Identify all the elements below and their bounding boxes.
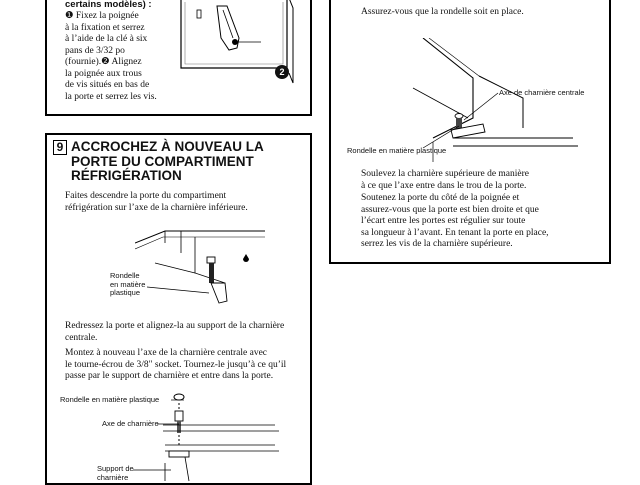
step9-box	[45, 133, 312, 485]
handle-instructions: ❶ Fixez la poignée à la fixation et serrez à l’aide de la clé à six pans de 3/32 po (fournie).❷ Alignez la poignée aux trous de vis situés en bas de la porte et serrez les vis.	[65, 11, 157, 102]
washer2-label: Rondelle en matière plastique	[60, 395, 160, 404]
washer2-leader-line	[171, 397, 185, 403]
top-hinge-box	[329, 0, 611, 264]
check-washer-text: Assurez-vous que la rondelle soit en place.	[361, 7, 524, 17]
models-note: certains modèles) :	[65, 0, 152, 10]
handle-illustration	[177, 0, 312, 88]
step9-title-text: ACCROCHEZ À NOUVEAU LA PORTE DU COMPARTIMENT RÉFRIGÉRATION	[71, 139, 264, 183]
step9-para2: Montez à nouveau l’axe de la charnière centrale avec le tourne-écrou de 3/8" socket. Tournez-le jusqu’à ce qu’il passe par le support de charnière et entre dans la porte.	[65, 348, 287, 381]
hinge-pin-leader-line	[157, 421, 181, 427]
washer-leader-line	[145, 285, 211, 305]
step9-intro: Faites descendre la porte du compartiment réfrigération sur l’axe de la charnière inférieure.	[65, 191, 248, 213]
step9-para1: Redressez la porte et alignez-la au support de la charnière centrale.	[65, 321, 285, 343]
center-pin-label: Axe de charnière centrale	[499, 88, 585, 97]
hinge-support-label: Support de charnière	[97, 464, 134, 482]
right-para2: Soutenez la porte du côté de la poignée et assurez-vous que la porte est bien droite et que l’écart entre les portes est régulier sur toute sa longueur à l’avant. En tenant la porte en place, serrez les vis de la charnière supérieure.	[361, 193, 549, 249]
washer-label: Rondelle en matière plastique	[110, 271, 146, 297]
step-2-badge: 2	[275, 65, 289, 79]
hinge-support-leader-line	[133, 467, 173, 473]
right-washer-label: Rondelle en matière plastique	[347, 146, 447, 155]
hinge-pin-label: Axe de charnière	[102, 419, 159, 428]
right-washer-leader-line	[421, 124, 461, 150]
center-pin-leader-line	[463, 92, 499, 122]
handle-install-box	[45, 0, 312, 116]
step9-number: 9	[53, 140, 67, 155]
right-para1: Soulevez la charnière supérieure de manière à ce que l’axe entre dans le trou de la porte.	[361, 169, 530, 191]
step9-title	[53, 140, 308, 184]
